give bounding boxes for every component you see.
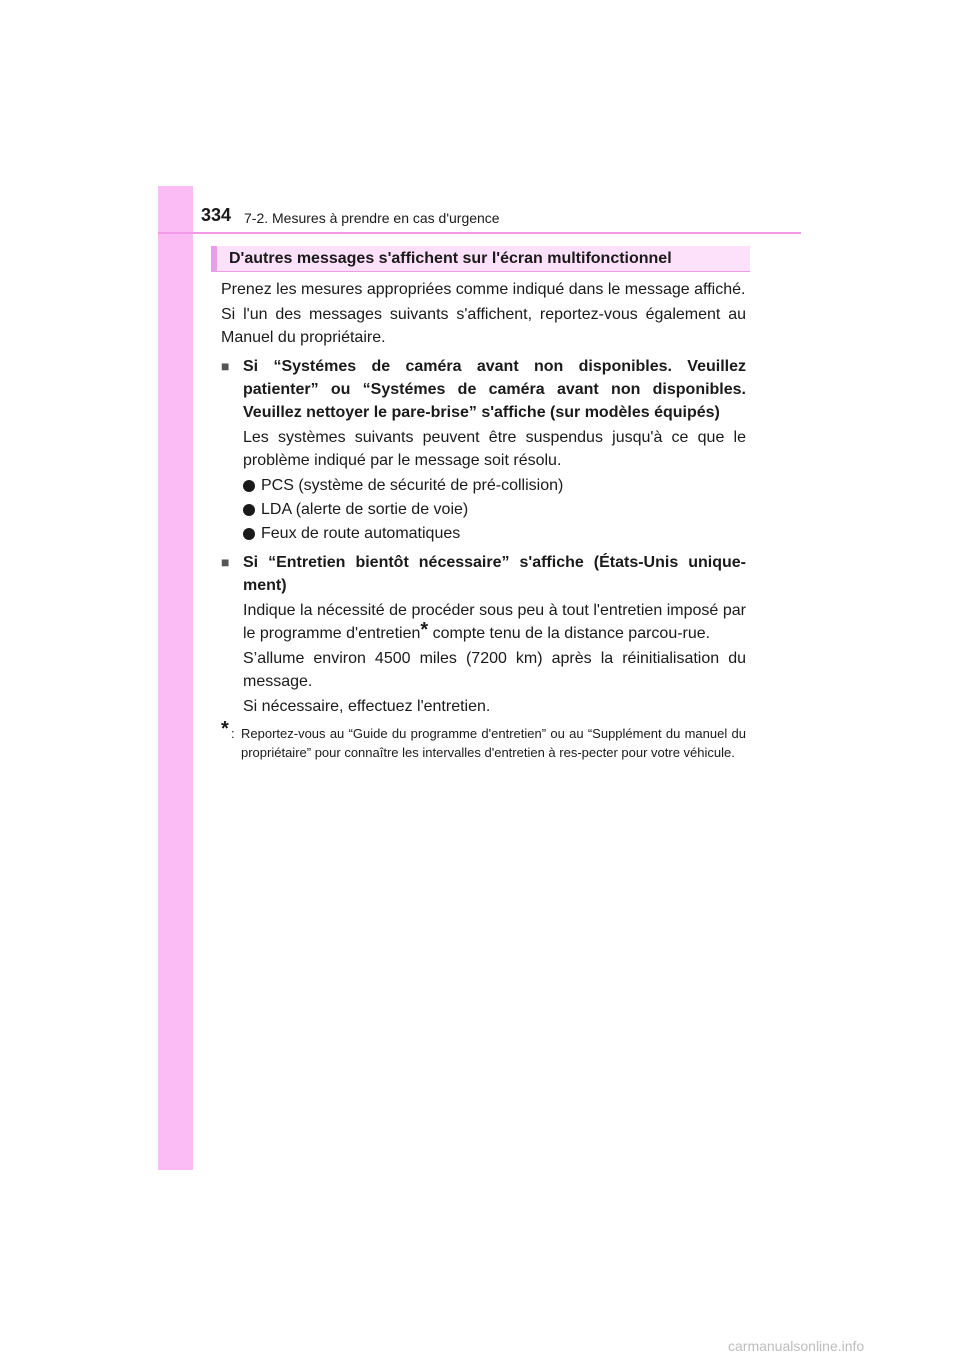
- round-bullet-icon: [243, 480, 255, 492]
- footnote-text: Reportez-vous au “Guide du programme d'entretien” ou au “Supplément du manuel du propriétaire” pour connaître les intervalles d'entretien à res-pecter pour votre véhicule.: [241, 726, 746, 760]
- message-description: Les systèmes suivants peuvent être suspendus jusqu'à ce que le problème indiqué par le message soit résolu.: [243, 429, 746, 469]
- header-divider: [158, 232, 801, 234]
- message-description: Si nécessaire, effectuez l'entretien.: [243, 698, 491, 715]
- message-heading: Si “Entretien bientôt nécessaire” s'affiche (États-Unis unique-ment): [243, 554, 746, 594]
- description-text: Indique la nécessité de procéder sous peu à tout l'entretien imposé par le programme d'entretien: [243, 602, 746, 642]
- message-item: [221, 551, 746, 718]
- section-title: D'autres messages s'affichent sur l'écran multifonctionnel: [229, 250, 672, 267]
- message-description: S’allume environ 4500 miles (7200 km) après la réinitialisation du message.: [243, 650, 746, 690]
- list-item-text: PCS (système de sécurité de pré-collision): [261, 477, 564, 494]
- message-body: [243, 599, 746, 718]
- square-bullet-icon: ■: [221, 554, 230, 570]
- list-item: [243, 498, 746, 521]
- page-content: [221, 278, 746, 762]
- message-body: [243, 426, 746, 545]
- list-item: [243, 474, 746, 497]
- footnote: [221, 718, 746, 762]
- round-bullet-icon: [243, 528, 255, 540]
- message-description: [243, 599, 746, 645]
- round-bullet-icon: [243, 504, 255, 516]
- list-item: [243, 522, 746, 545]
- intro-paragraph: Prenez les mesures appropriées comme indiqué dans le message affiché.: [221, 281, 746, 298]
- side-tab-band: [158, 186, 193, 1170]
- square-bullet-icon: ■: [221, 358, 230, 374]
- description-text: compte tenu de la distance parcou-rue.: [428, 625, 711, 642]
- footnote-mark: *: [221, 718, 229, 740]
- section-heading-bar: [211, 246, 750, 272]
- chapter-title: 7-2. Mesures à prendre en cas d'urgence: [244, 210, 500, 226]
- list-item-text: Feux de route automatiques: [261, 525, 461, 542]
- intro-paragraph: Si l'un des messages suivants s'affichent, reportez-vous également au Manuel du propriétaire.: [221, 306, 746, 346]
- list-item-text: LDA (alerte de sortie de voie): [261, 501, 469, 518]
- footnote-colon: :: [231, 726, 235, 741]
- footer-watermark: carmanualsonline.info: [728, 1338, 865, 1354]
- page-number: 334: [201, 205, 232, 225]
- message-item: [221, 355, 746, 545]
- footnote-star: *: [420, 619, 429, 641]
- message-heading: Si “Systémes de caméra avant non disponibles. Veuillez patienter” ou “Systémes de caméra avant non disponibles. Veuillez nettoyer le pare-brise” s'affiche (sur modèles équipés): [243, 358, 746, 421]
